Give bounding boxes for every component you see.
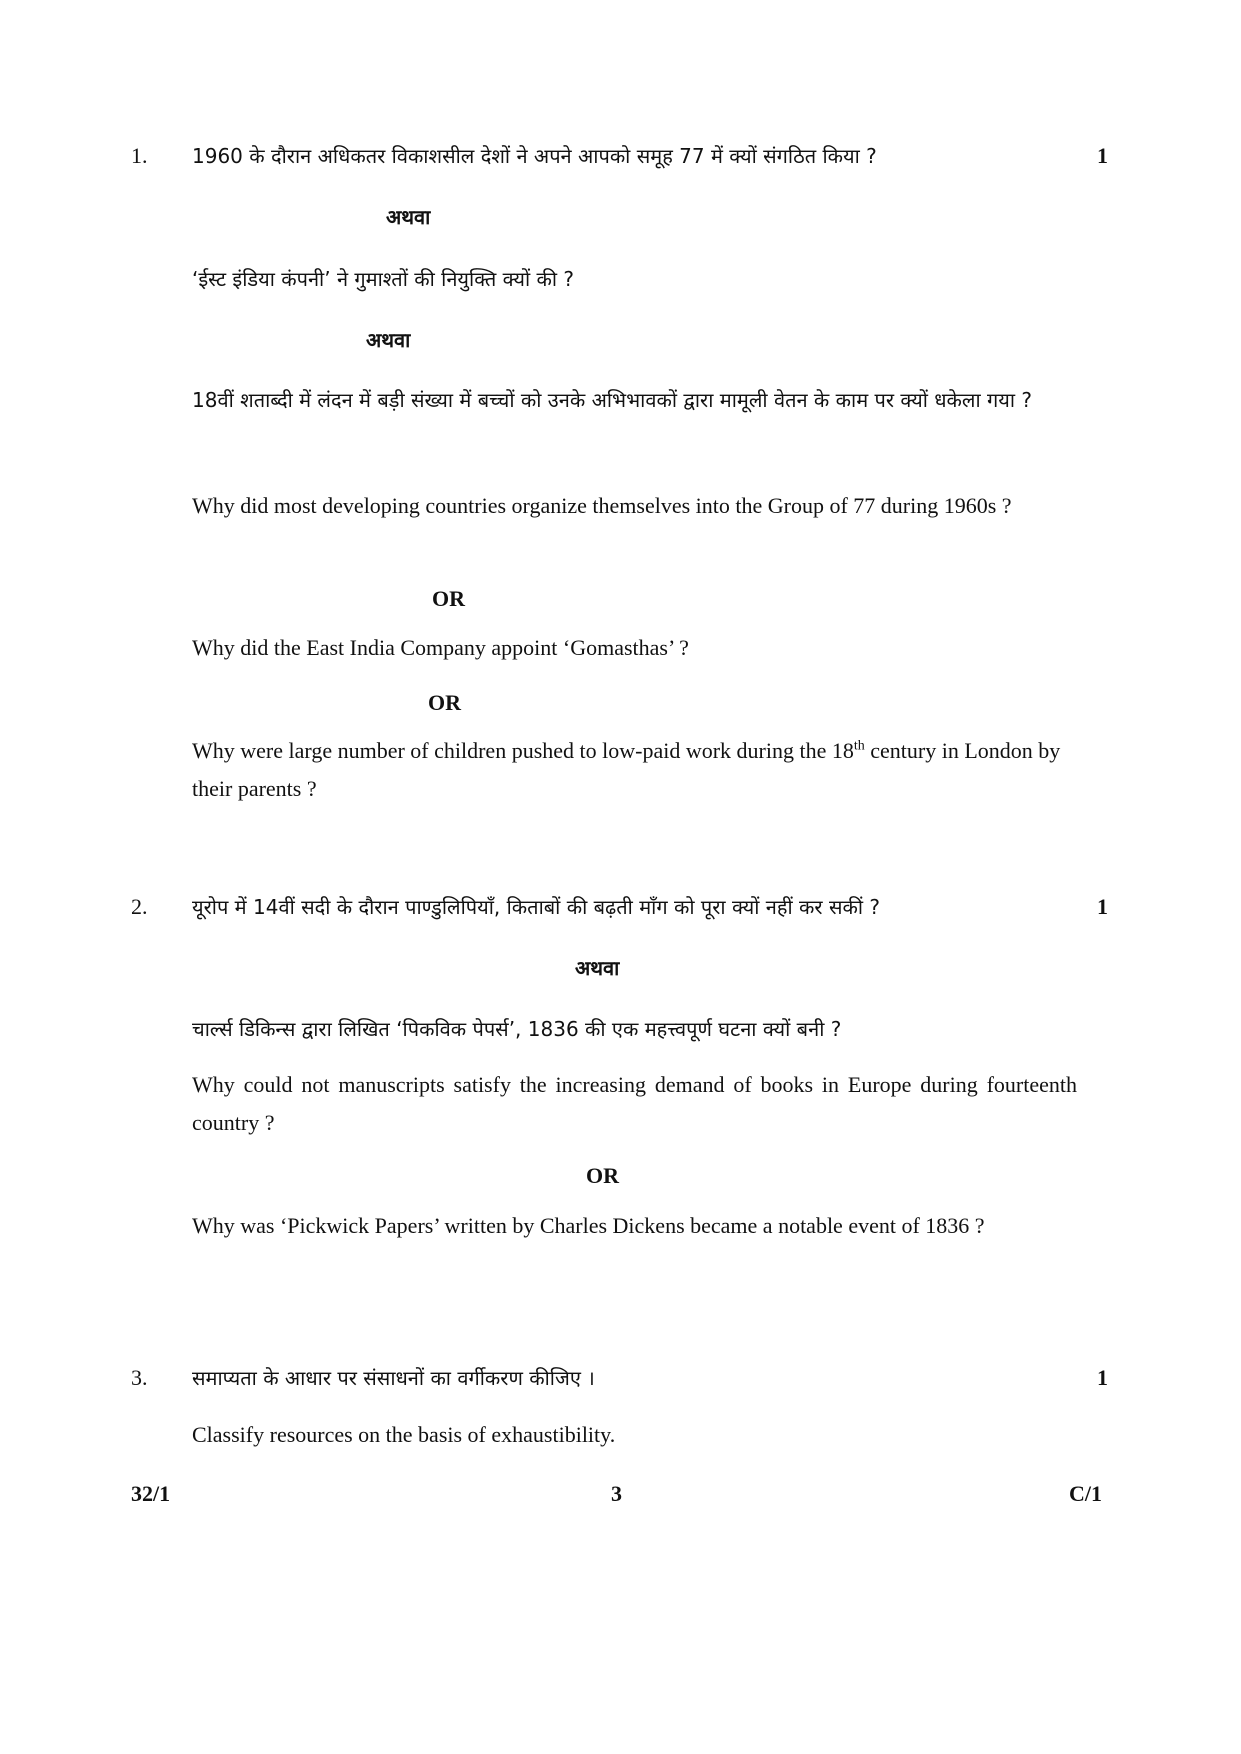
question-1-hindi: 1960 के दौरान अधिकतर विकाशसील देशों ने अपने आपको समूह 77 में क्यों संगठित किया ?	[192, 144, 877, 168]
question-marks: 1	[1097, 1365, 1108, 1390]
question-3-english: Classify resources on the basis of exhaustibility.	[192, 1422, 616, 1447]
question-1-english-alt-1: Why did the East India Company appoint ‘Gomasthas’ ?	[192, 635, 689, 660]
question-2-english: Why could not manuscripts satisfy the increasing demand of books in Europe during fourteenth country ?	[192, 1072, 1077, 1135]
or-separator-hindi: अथवा	[366, 328, 411, 352]
question-1-hindi-alt-2: 18वीं शताब्दी में लंदन में बड़ी संख्या में बच्चों को उनके अभिभावकों द्वारा मामूली वेतन के काम पर क्यों धकेला गया ?	[192, 388, 1033, 412]
question-number: 3.	[131, 1365, 148, 1390]
question-1-english-alt-2: Why were large number of children pushed to low-paid work during the 18th century in London by their parents ?	[192, 738, 1061, 801]
or-separator-hindi: अथवा	[386, 205, 431, 229]
question-1-english: Why did most developing countries organize themselves into the Group of 77 during 1960s ?	[192, 493, 1012, 518]
set-code: C/1	[1069, 1481, 1102, 1506]
or-separator-hindi: अथवा	[575, 956, 620, 980]
question-marks: 1	[1097, 143, 1108, 168]
or-separator: OR	[428, 690, 461, 715]
question-number: 1.	[131, 143, 148, 168]
question-1-hindi-alt-1: ‘ईस्ट इंडिया कंपनी’ ने गुमाश्तों की नियुक्ति क्यों की ?	[192, 267, 575, 291]
or-separator: OR	[586, 1163, 619, 1188]
page-number: 3	[611, 1481, 622, 1506]
question-2-hindi: यूरोप में 14वीं सदी के दौरान पाण्डुलिपियाँ, किताबों की बढ़ती माँग को पूरा क्यों नहीं कर सकीं ?	[192, 895, 880, 919]
or-separator: OR	[432, 586, 465, 611]
question-2-hindi-alt: चार्ल्स डिकिन्स द्वारा लिखित ‘पिकविक पेपर्स’, 1836 की एक महत्त्वपूर्ण घटना क्यों बनी ?	[192, 1017, 842, 1041]
question-3-hindi: समाप्यता के आधार पर संसाधनों का वर्गीकरण कीजिए ।	[192, 1366, 595, 1390]
question-marks: 1	[1097, 894, 1108, 919]
paper-code: 32/1	[131, 1481, 171, 1506]
question-number: 2.	[131, 894, 148, 919]
question-2-english-alt: Why was ‘Pickwick Papers’ written by Charles Dickens became a notable event of 1836 ?	[192, 1213, 985, 1238]
